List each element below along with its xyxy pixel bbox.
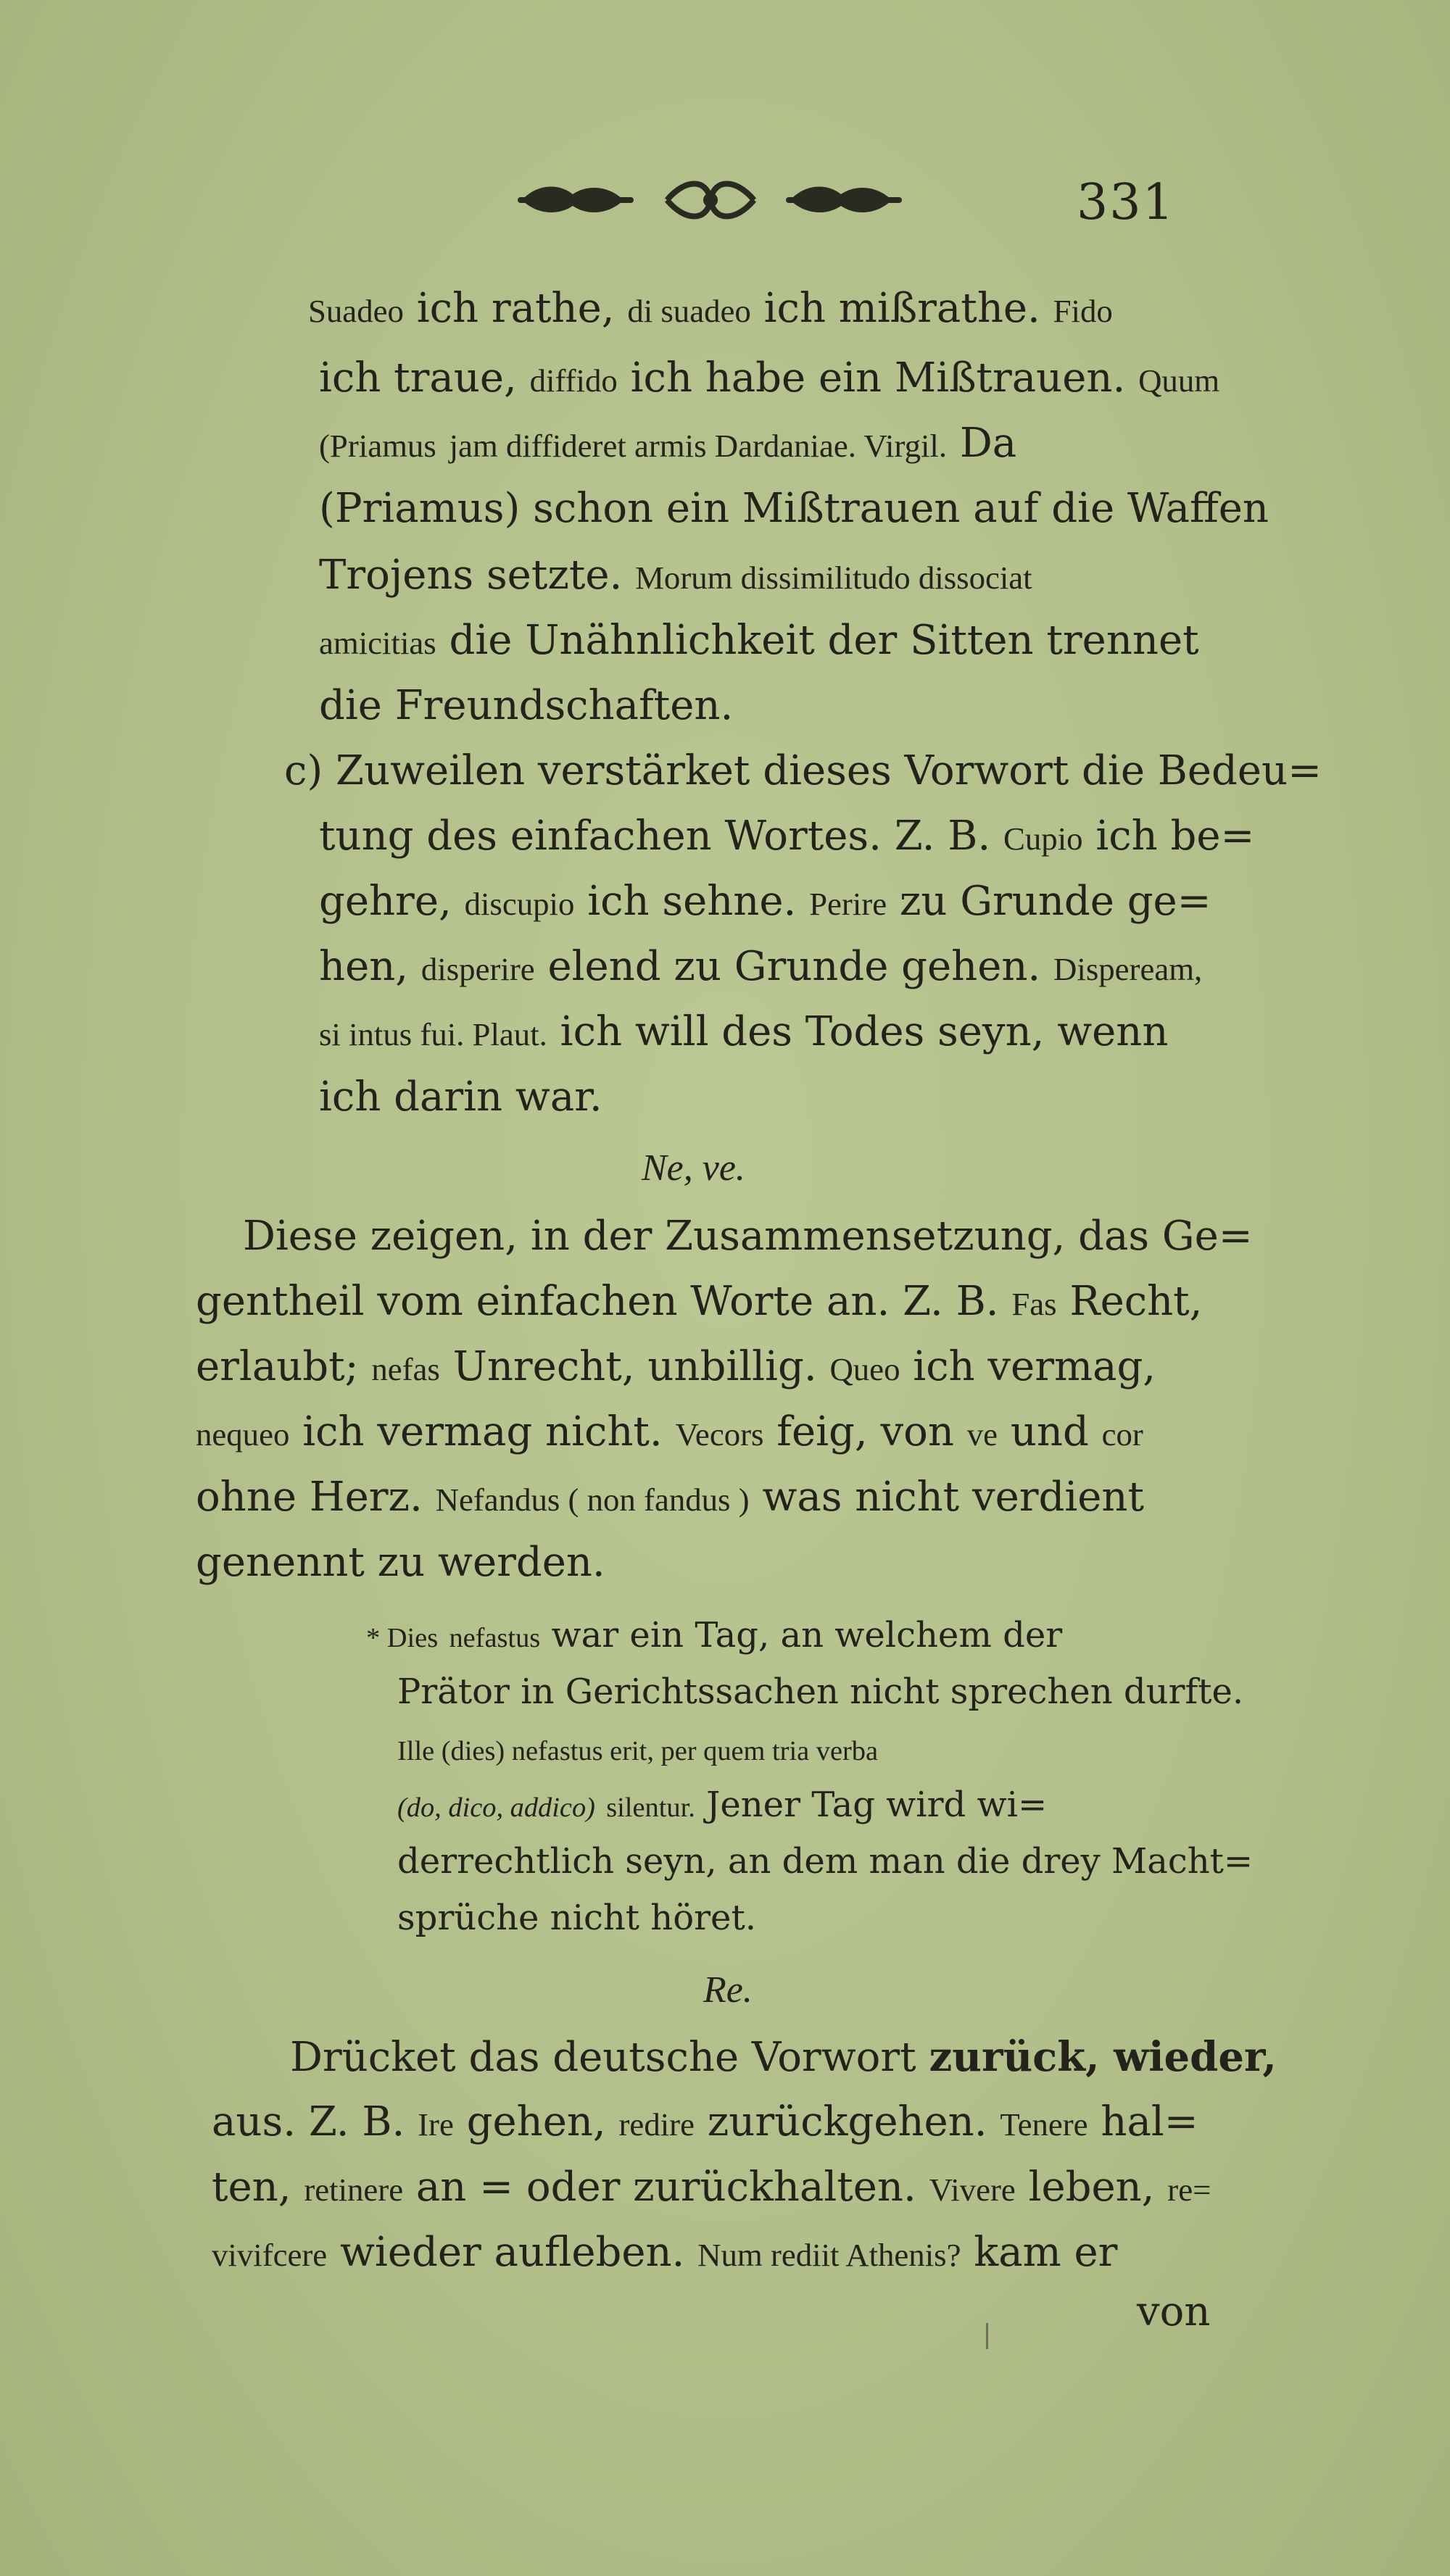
footnote-line: (do, dico, addico) silentur. Jener Tag wird wi= (397, 1784, 1048, 1825)
text-line: si intus fui. Plaut. ich will des Todes seyn, wenn (319, 1008, 1169, 1055)
section-heading-re: Re. (703, 1969, 753, 2011)
text-line: Trojens setzte. Morum dissimilitudo dissociat (319, 552, 1032, 599)
text-line: Drücket das deutsche Vorwort zurück, wieder, (290, 2033, 1277, 2081)
text-line: ich darin war. (319, 1073, 602, 1121)
page-number: 331 (1077, 174, 1175, 231)
footnote-line: Ille (dies) nefastus erit, per quem tria verba (397, 1736, 879, 1766)
center-ornament (667, 184, 754, 217)
text-line: amicitias die Unähnlichkeit der Sitten trennet (319, 617, 1199, 664)
left-ornament (518, 187, 634, 213)
right-ornament (786, 187, 902, 213)
text-line: tung des einfachen Wortes. Z. B. Cupio ich be= (319, 813, 1255, 860)
footnote-line: * Dies nefastus war ein Tag, an welchem der (366, 1615, 1063, 1655)
text-line: vivifcere wieder aufleben. Num rediit Athenis? kam er (212, 2229, 1118, 2276)
text-line: (Priamus) schon ein Mißtrauen auf die Waffen (319, 485, 1269, 532)
text-line: genennt zu werden. (196, 1539, 605, 1586)
footnote-line: derrechtlich seyn, an dem man die drey Macht= (397, 1841, 1254, 1882)
text-line: hen, disperire elend zu Grunde gehen. Dispeream, (319, 943, 1203, 990)
catchword: von (1137, 2288, 1211, 2335)
text-line: aus. Z. B. Ire gehen, redire zurückgehen. Tenere hal= (212, 2098, 1198, 2145)
text-line: nequeo ich vermag nicht. Vecors feig, von ve und cor (196, 1408, 1143, 1455)
text-line: ten, retinere an = oder zurückhalten. Vivere leben, re= (212, 2164, 1211, 2211)
text-line: gentheil vom einfachen Worte an. Z. B. Fas Recht, (196, 1278, 1203, 1325)
text-line: Diese zeigen, in der Zusammensetzung, das Ge= (243, 1213, 1253, 1260)
text-line: (Priamus jam diffideret armis Dardaniae. Virgil. Da (319, 420, 1017, 467)
ornamental-rule (508, 168, 914, 230)
text-line: erlaubt; nefas Unrecht, unbillig. Queo ich vermag, (196, 1343, 1156, 1390)
text-line: Suadeo ich rathe, di suadeo ich mißrathe. Fido (308, 285, 1113, 332)
text-line: gehre, discupio ich sehne. Perire zu Grunde ge= (319, 878, 1211, 925)
text-line: ich traue, diffido ich habe ein Mißtrauen. Quum (319, 354, 1220, 402)
footnote-line: Prätor in Gerichtssachen nicht sprechen durfte. (397, 1671, 1244, 1712)
text-line: ohne Herz. Nefandus ( non fandus ) was nicht verdient (196, 1474, 1144, 1521)
footnote-line: sprüche nicht höret. (397, 1898, 756, 1938)
printer-mark (986, 2323, 988, 2349)
text-line: c) Zuweilen verstärket dieses Vorwort die Bedeu= (284, 747, 1322, 794)
text-line: die Freundschaften. (319, 682, 734, 729)
section-heading-ne: Ne, ve. (642, 1147, 745, 1189)
